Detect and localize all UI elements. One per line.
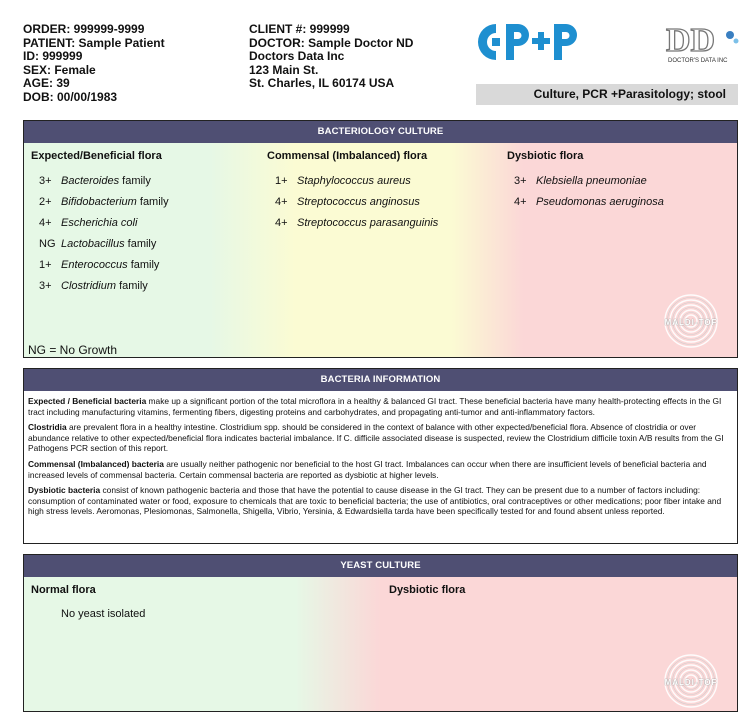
- client-number: CLIENT #: 999999: [249, 22, 350, 36]
- patient-id: ID: 999999: [23, 49, 83, 64]
- info-paragraph: Dysbiotic bacteria consist of known pathogenic bacteria and those that have the potential to cause disease in the GI tract. They can be present due to a number of factors including: consumption of contaminated water or food, exposure to chemicals that are toxic to beneficial bacteria; the use of antibiotics, oral contraceptives or other medications; poor fiber intake and high stress levels. Aeromonas, Plesiomonas, Salmonella, Shigella, Vibrio, Yersinia, & Edwardsiella tarda have been specifically tested for and found absent unless reported.: [28, 485, 722, 517]
- list-item: 3+ Bacteroides family: [39, 175, 151, 187]
- ng-note: NG = No Growth: [28, 343, 118, 357]
- maldi-tof-watermark: [660, 293, 722, 349]
- yeast-panel: [23, 554, 738, 712]
- patient-sex: SEX: Female: [23, 62, 96, 77]
- test-title: Culture, PCR +Parasitology; stool: [476, 84, 738, 105]
- patient-info: [23, 23, 165, 105]
- list-item: 4+ Escherichia coli: [39, 217, 138, 229]
- patient-name: PATIENT: Sample Patient: [23, 35, 165, 50]
- list-item: NG Lactobacillus family: [39, 238, 157, 250]
- yeast-title: YEAST CULTURE: [24, 555, 737, 577]
- patient-age: AGE: 39: [23, 76, 70, 91]
- yeast-body: [24, 577, 737, 711]
- svg-text:DD: DD: [666, 22, 716, 59]
- maldi-tof-watermark: [660, 653, 722, 709]
- info-paragraph: Commensal (Imbalanced) bacteria are usually neither pathogenic nor beneficial to the host GI tract. Imbalances can occur when there are insufficient levels of beneficial bacteria and increased levels of commensal bacteria. Certain commensal bacteria are reported as dysbiotic at higher levels.: [28, 458, 707, 480]
- cpp-logo: [474, 20, 588, 64]
- bacteria-info-panel: [23, 368, 738, 544]
- doctor-name: DOCTOR: Sample Doctor ND: [249, 35, 414, 50]
- beneficial-header: Expected/Beneficial flora: [31, 150, 162, 162]
- doctors-data-logo: [664, 19, 742, 67]
- info-paragraph: Clostridia are prevalent flora in a healthy intestine. Clostridium spp. should be considered in the context of balance with other expected/beneficial flora. Absence of clostridia or over abundance relative to other expected/beneficial flora indicates bacterial imbalance. If C. difficile associated disease is suspected, review the Clostridium difficile toxin A/B results from the GI Pathogens PCR section of this report.: [28, 422, 724, 454]
- list-item: 4+ Streptococcus anginosus: [275, 196, 420, 208]
- yeast-result: No yeast isolated: [61, 608, 146, 620]
- list-item: 3+ Klebsiella pneumoniae: [514, 175, 647, 187]
- list-item: 4+ Pseudomonas aeruginosa: [514, 196, 664, 208]
- order-number: ORDER: 999999-9999: [23, 22, 145, 36]
- svg-text:DOCTOR'S DATA INC: DOCTOR'S DATA INC: [668, 58, 728, 64]
- client-info: [249, 23, 413, 91]
- bacteriology-title: BACTERIOLOGY CULTURE: [24, 121, 737, 143]
- yeast-dysbiotic-header: Dysbiotic flora: [389, 584, 466, 596]
- lab-name: Doctors Data Inc: [249, 49, 345, 64]
- normal-flora-header: Normal flora: [31, 584, 96, 596]
- bacteria-info-title: BACTERIA INFORMATION: [24, 369, 737, 391]
- maldi-tof-label: MALDI-TOF: [664, 678, 718, 687]
- dysbiotic-header: Dysbiotic flora: [507, 150, 584, 162]
- patient-dob: DOB: 00/00/1983: [23, 89, 118, 104]
- commensal-header: Commensal (Imbalanced) flora: [267, 150, 428, 162]
- lab-city: St. Charles, IL 60174 USA: [249, 76, 395, 91]
- bacteriology-panel: [23, 120, 738, 358]
- lab-street: 123 Main St.: [249, 62, 319, 77]
- list-item: 1+ Staphylococcus aureus: [275, 175, 411, 187]
- bacteriology-body: [24, 143, 737, 357]
- list-item: 2+ Bifidobacterium family: [39, 196, 169, 208]
- list-item: 3+ Clostridium family: [39, 280, 148, 292]
- maldi-tof-label: MALDI-TOF: [664, 318, 718, 327]
- bacteria-info-body: [24, 391, 737, 517]
- info-paragraph: Expected / Beneficial bacteria make up a significant portion of the total microflora in a healthy & balanced GI tract. These beneficial bacteria have many health-protecting effects in the GI tract including manufacturing vitamins, fermenting fibers, digesting proteins and carbohydrates, and propagating anti-tumor and anti-inflammatory factors.: [28, 396, 722, 417]
- list-item: 1+ Enterococcus family: [39, 259, 160, 271]
- list-item: 4+ Streptococcus parasanguinis: [275, 217, 439, 229]
